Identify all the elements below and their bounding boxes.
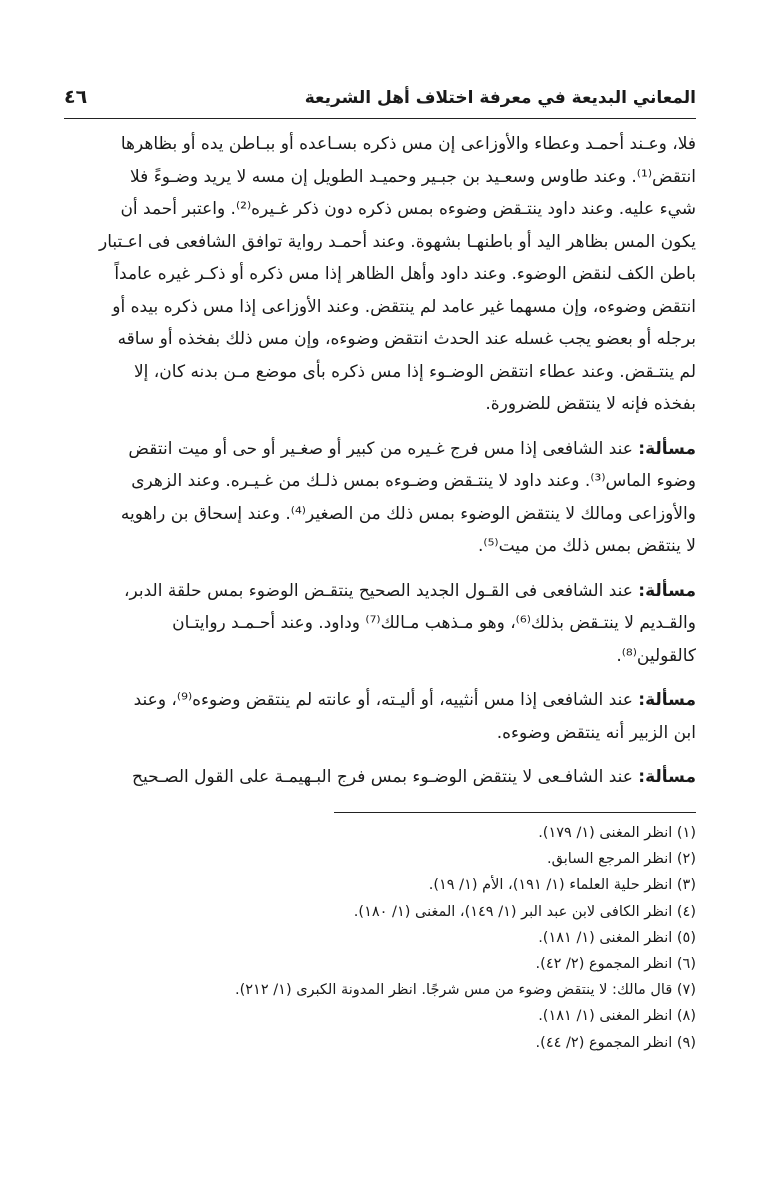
text-line: والأوزاعى ومالك لا ينتقض الوضوء بمس ذلك من الصغير⁽⁴⁾. وعند إسحاق بن راهويه	[120, 503, 696, 524]
footnote-2: (٢) انظر المرجع السابق.	[547, 851, 696, 868]
footnote-3: (٣) انظر حلية العلماء (١/ ١٩١)، الأم (١/ ١٩).	[428, 877, 696, 894]
header-rule	[64, 118, 696, 119]
footnote-6: (٦) انظر المجموع (٢/ ٤٢).	[535, 956, 696, 973]
running-title: المعاني البديعة في معرفة اختلاف أهل الشريعة	[304, 88, 696, 108]
footnote-9: (٩) انظر المجموع (٢/ ٤٤).	[535, 1034, 696, 1051]
page-header	[64, 82, 696, 122]
text-line: فلا، وعـند أحمـد وعطاء والأوزاعى إن مس ذكره بسـاعده أو ببـاطن يده أو بظاهرها	[120, 134, 696, 154]
issue-term: مسألة:	[638, 767, 696, 787]
paragraph-issue-1	[64, 433, 696, 563]
text-run: عند الشافعى إذا مس فرج غـيره من كبير أو صغـير أو حى أو ميت انتقض	[128, 438, 639, 459]
footnote-4: (٤) انظر الكافى لابن عبد البر (١/ ١٤٩)، المغنى (١/ ١٨٠).	[353, 903, 696, 920]
text-line: ابن الزبير أنه ينتقض وضوءه.	[496, 722, 696, 743]
text-line	[64, 761, 696, 794]
issue-term: مسألة:	[638, 438, 696, 459]
text-line: بفخذه فإنه لا ينتقض للضرورة.	[485, 394, 696, 414]
text-run: عند الشافعى فى القـول الجديد الصحيح ينتقـض الوضوء بمس حلقة الدبر،	[124, 580, 639, 601]
text-line: والقـديم لا ينتـقض بذلك⁽⁶⁾، وهو مـذهب مـالك⁽⁷⁾ وداود. وعند أحـمـد روايتـان	[172, 613, 696, 633]
page-number: ٤٦	[64, 86, 88, 108]
footnote-1: (١) انظر المغنى (١/ ١٧٩).	[538, 825, 696, 841]
text-line: كالقولين⁽⁸⁾.	[616, 645, 696, 666]
footnote-7: (٧) قال مالك: لا ينتقض وضوء من مس شرجًا. انظر المدونة الكبرى (١/ ٢١٢).	[234, 982, 696, 999]
text-line: وضوء الماس⁽³⁾. وعند داود لا ينتـقض وضـوءه بمس ذلـك من غـيـره. وعند الزهرى	[131, 471, 696, 491]
text-line: برجله أو بعضو يجب غسله عند الحدث انتقض وضوءه، وإن مس ذلك بفخذه أو ساقه	[117, 329, 696, 349]
paragraph-issue-4	[64, 761, 696, 794]
text-line: انتقض⁽¹⁾. وعند طاوس وسعـيد بن جبـير وحميـد الطويل إن مسه لا يريد وضـوءً فلا	[130, 166, 696, 187]
paragraph-issue-3	[64, 684, 696, 749]
text-line: شيء عليه. وعند داود ينتـقض وضوءه بمس ذكره دون ذكر غـيره⁽²⁾. واعتبر أحمد أن	[120, 199, 696, 219]
footnote-5: (٥) انظر المغنى (١/ ١٨١).	[538, 929, 696, 946]
paragraph-1	[64, 128, 696, 421]
paragraph-issue-2	[64, 575, 696, 673]
text-line: باطن الكف لنقض الوضوء. وعند داود وأهل الظاهر إذا مس ذكره أو ذكـر غيره عامداً	[114, 264, 696, 284]
text-line	[64, 684, 696, 717]
footnote-8: (٨) انظر المغنى (١/ ١٨١).	[538, 1008, 696, 1025]
issue-term: مسألة:	[638, 580, 696, 601]
text-line: انتقض وضوءه، وإن مسهما غير عامد لم ينتقض. وعند الأوزاعى إذا مس ذكره بيده أو	[112, 296, 696, 317]
footnote-separator	[334, 812, 696, 813]
text-run: عند الشافعى إذا مس أنثييه، أو أليـته، أو عانته لم ينتقض وضوءه⁽⁹⁾، وعند	[133, 690, 639, 710]
text-line	[64, 575, 696, 608]
main-text	[64, 128, 696, 794]
text-line: لا ينتقض بمس ذلك من ميت⁽⁵⁾.	[477, 536, 696, 556]
text-run: عند الشافـعى لا ينتقض الوضـوء بمس فرج البـهيمـة على القول الصـحيح	[132, 767, 639, 787]
text-line: لم ينتـقض. وعند عطاء انتقض الوضـوء إذا مس ذكره بأى موضع مـن بدنه كان، إلا	[133, 361, 696, 382]
issue-term: مسألة:	[638, 690, 696, 710]
footnotes	[64, 820, 696, 1056]
text-line: يكون المس بظاهر اليد أو باطنهـا بشهوة. وعند أحمـد رواية توافق الشافعى فى اعـتبار	[99, 231, 696, 252]
text-line	[64, 433, 696, 466]
